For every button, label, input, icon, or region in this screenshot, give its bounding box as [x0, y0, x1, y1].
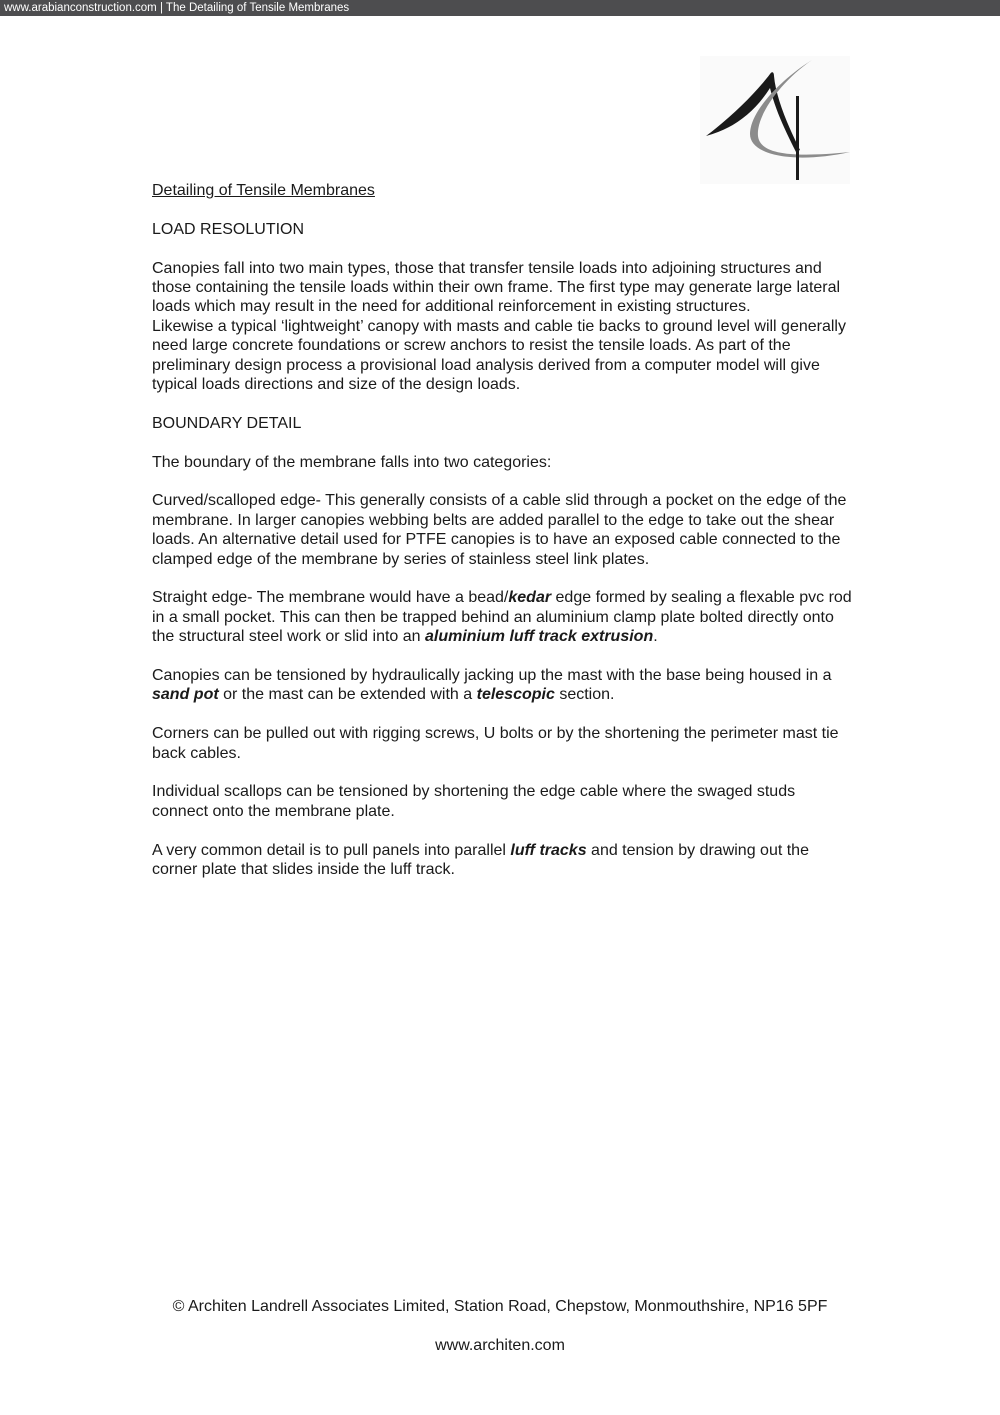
common-detail-paragraph	[152, 841, 854, 880]
boundary-detail-heading: BOUNDARY DETAIL	[152, 414, 302, 432]
straight-edge-paragraph	[152, 588, 854, 646]
kedar-emphasis: kedar	[508, 589, 552, 607]
common-detail-text-1: A very common detail is to pull panels into parallel	[152, 841, 511, 859]
scallops-paragraph: Individual scallops can be tensioned by shortening the edge cable where the swaged studs connect onto the membrane plate.	[152, 783, 796, 820]
curved-edge-paragraph: Curved/scalloped edge- This generally consists of a cable slid through a pocket on the edge of the membrane. In larger canopies webbing belts are added parallel to the edge to take out the shear loads. An alternative detail used for PTFE canopies is to have an exposed cable connected to the clamped edge of the membrane by series of stainless steel link plates.	[152, 492, 847, 568]
telescopic-emphasis: telescopic	[476, 686, 555, 704]
tensioning-text-2: or the mast can be extended with a	[218, 686, 477, 704]
footer-copyright: © Architen Landrell Associates Limited, Station Road, Chepstow, Monmouthshire, NP16 5PF	[172, 1298, 828, 1315]
load-resolution-section	[152, 259, 854, 395]
document-title: Detailing of Tensile Membranes	[152, 182, 375, 199]
tensioning-text-1: Canopies can be tensioned by hydraulically jacking up the mast with the base being housed in a	[152, 667, 832, 685]
straight-edge-text-1: Straight edge- The membrane would have a bead/	[152, 589, 509, 607]
load-resolution-paragraph-1: Canopies fall into two main types, those that transfer tensile loads into adjoining structures and those containing the tensile loads within their own frame. The first type may generate large lateral loads which may result in the need for additional reinforcement in existing structures.	[152, 259, 841, 316]
sand-pot-emphasis: sand pot	[152, 686, 219, 704]
straight-edge-text-2: edge formed by sealing a flexable pvc rod in a small pocket. This can then be trapped behind an aluminium clamp plate bolted directly onto the structural steel work or slid into an	[152, 589, 852, 646]
tensioning-text-3: section.	[554, 686, 615, 704]
document-body	[152, 181, 854, 899]
load-resolution-paragraph-2: Likewise a typical ‘lightweight’ canopy with masts and cable tie backs to ground level will generally need large concrete foundations or screw anchors to resist the tensile loads. As part of the preliminary design process a provisional load analysis derived from a computer model will give typical loads directions and size of the design loads.	[152, 317, 846, 394]
luff-track-extrusion-emphasis: aluminium luff track extrusion	[425, 628, 654, 646]
straight-edge-text-3: .	[653, 628, 658, 646]
corners-paragraph: Corners can be pulled out with rigging screws, U bolts or by the shortening the perimeter mast tie back cables.	[152, 725, 839, 762]
logo-vertical-stroke	[796, 96, 799, 180]
luff-tracks-emphasis: luff tracks	[510, 841, 587, 859]
boundary-intro: The boundary of the membrane falls into two categories:	[152, 453, 552, 471]
footer-website: www.architen.com	[435, 1337, 565, 1354]
tensioning-paragraph	[152, 666, 854, 705]
logo-graphic	[700, 56, 850, 184]
architen-logo-icon	[700, 56, 850, 184]
load-resolution-heading: LOAD RESOLUTION	[152, 220, 305, 238]
header-bar-text: www.arabianconstruction.com | The Detailing of Tensile Membranes	[4, 2, 350, 14]
header-bar	[0, 0, 1000, 16]
common-detail-text-2: and tension by drawing out the corner plate that slides inside the luff track.	[152, 841, 809, 879]
logo-grey-stroke	[750, 60, 850, 158]
